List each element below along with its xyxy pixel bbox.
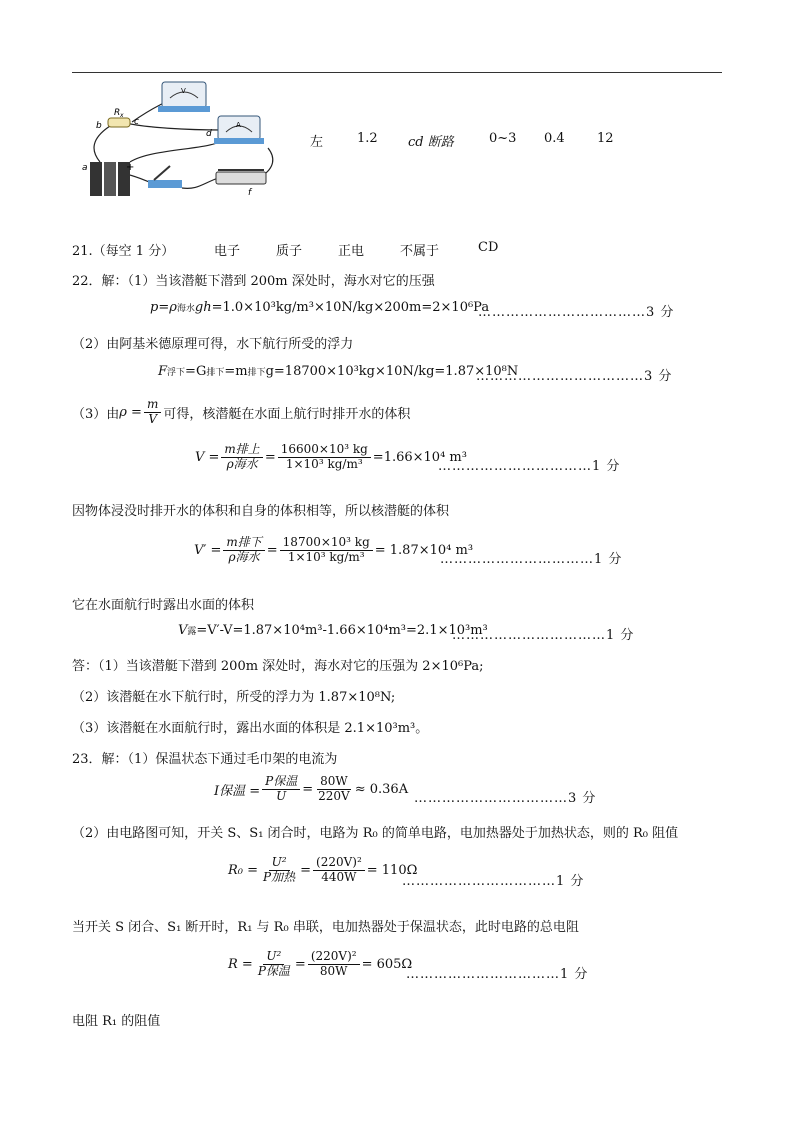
q23-eq1 — [214, 775, 408, 804]
q23-eq2-num1: U² — [269, 856, 290, 871]
q22-p3-rho: ρ = — [119, 404, 142, 420]
q22-eq1-rest: =1.0×10³kg/m³×10N/kg×200m=2×10⁶Pa — [211, 300, 490, 315]
q23-eq2-frac2 — [313, 856, 365, 885]
q23-p4: 电阻 R₁ 的阻值 — [72, 1014, 161, 1029]
circuit-diagram — [82, 78, 282, 200]
q22-ans1: 答：（1）当该潜艇下潜到 200m 深处时，海水对它的压强为 2×10⁶Pa; — [72, 659, 484, 674]
q23-eq2-dots: ……………………………1 分 — [402, 874, 585, 889]
switch-icon — [148, 166, 182, 188]
q22-eq3-num2: 16600×10³ kg — [278, 443, 371, 458]
q23-eq2 — [228, 856, 417, 885]
rheostat-icon — [216, 170, 266, 184]
q22-eq4-result: = 1.87×10⁴ m³ — [374, 542, 474, 558]
q22-eq2-eq1: =G — [185, 364, 207, 379]
q23-eq1-den2: 220V — [318, 788, 350, 803]
answer-6: 12 — [597, 131, 614, 146]
q22-eq1-p: p — [150, 300, 159, 315]
q22-eq1-rho: ρ — [169, 300, 177, 315]
q22-eq2 — [158, 364, 518, 379]
q23-eq3-num2: (220V)² — [308, 950, 360, 965]
q23-eq1-result: ≈ 0.36A — [354, 781, 409, 797]
q23-eq3-frac2 — [308, 950, 360, 979]
answer-1: 左 — [310, 135, 324, 150]
label-r-sub: x — [120, 112, 124, 119]
q22-eq5-lhs: V — [178, 623, 188, 638]
q23-eq1-num2: 80W — [317, 775, 351, 790]
label-c: c — [134, 117, 139, 127]
q22-eq1-eq: = — [158, 300, 170, 315]
q22-eq4-frac2 — [280, 536, 373, 565]
q23-eq1-frac1 — [262, 775, 300, 804]
q22-p3-den: V — [148, 411, 157, 426]
q22-eq3-dots: ……………………………1 分 — [438, 459, 621, 474]
q23-eq3-eqs: = — [294, 956, 306, 972]
q22-eq4-frac1 — [223, 536, 264, 565]
q23-eq3-frac1 — [255, 950, 293, 979]
label-plus: + — [126, 162, 135, 173]
q22-eq3-den1: ρ海水 — [226, 456, 258, 471]
q23-eq3-num1: U² — [263, 950, 284, 965]
q23-eq1-den1: U — [276, 788, 287, 803]
q22-p3-pre: （3）由 — [72, 406, 120, 422]
q23-p2: （2）由电路图可知，开关 S、S₁ 闭合时，电路为 R₀ 的简单电路，电加热器处于加热状态，则的 R₀ 阻值 — [72, 826, 679, 841]
label-a: a — [82, 163, 88, 173]
q21-answer-5: CD — [478, 240, 499, 255]
q23-eq2-eqs: = — [300, 862, 312, 878]
q22-p4: 因物体浸没时排开水的体积和自身的体积相等，所以核潜艇的体积 — [72, 504, 450, 519]
q22-eq5-rest: =V′-V=1.87×10⁴m³-1.66×10⁴m³=2.1×10³m³ — [196, 623, 488, 638]
q22-eq5-lhs-sub: 露 — [187, 627, 197, 637]
q22-eq3-eqs: = — [264, 449, 276, 465]
q23-eq2-den1: P加热 — [263, 869, 296, 884]
q23-eq3-den2: 80W — [319, 963, 348, 978]
q21-answer-1: 电子 — [214, 244, 241, 259]
label-f: f — [248, 188, 252, 198]
q22-eq5-dots: ……………………………1 分 — [452, 628, 635, 643]
q21-answer-4: 不属于 — [400, 244, 440, 259]
q22-eq4-num1: m排下 — [223, 536, 264, 551]
label-volt: V — [181, 87, 186, 95]
q21-answer-3: 正电 — [338, 244, 365, 259]
q23-eq1-num1: P保温 — [262, 775, 300, 790]
q22-ans2: （2）该潜艇在水下航行时，所受的浮力为 1.87×10⁸N; — [72, 690, 396, 705]
q22-p3 — [72, 398, 410, 427]
q22-eq3-den2: 1×10³ kg/m³ — [285, 456, 363, 471]
q23-eq2-lhs: R₀ = — [228, 862, 259, 878]
answer-4: 0~3 — [489, 131, 517, 146]
q22-p3-frac — [144, 398, 161, 427]
q22-eq1-dots: ………………………………3 分 — [478, 305, 675, 320]
q22-eq4-den1: ρ海水 — [228, 549, 260, 564]
q23-eq2-result: = 110Ω — [366, 862, 418, 878]
q22-head: 22．解：（1）当该潜艇下潜到 200m 深处时，海水对它的压强 — [72, 274, 435, 289]
q23-eq3-dots: ……………………………1 分 — [406, 967, 589, 982]
answer-5: 0.4 — [544, 131, 565, 146]
q22-eq4-den2: 1×10³ kg/m³ — [287, 549, 365, 564]
q22-eq4 — [194, 536, 473, 565]
q22-p2: （2）由阿基米德原理可得，水下航行所受的浮力 — [72, 337, 354, 352]
q22-eq3-frac2 — [278, 443, 371, 472]
q22-eq1-rho-sub: 海水 — [176, 304, 195, 314]
q22-p3-num: m — [144, 398, 161, 413]
answer-3: cd 断路 — [408, 135, 454, 150]
q22-eq2-F: F — [158, 364, 168, 379]
label-d: d — [206, 129, 212, 139]
q21-answer-2: 质子 — [276, 244, 303, 259]
q23-eq1-frac2 — [315, 775, 353, 804]
q22-eq2-F-sub: 浮下 — [167, 368, 186, 378]
q22-eq2-eq2: =m — [224, 364, 248, 379]
q22-eq3-frac1 — [221, 443, 262, 472]
q22-eq4-dots: ……………………………1 分 — [440, 552, 623, 567]
q23-eq2-num2: (220V)² — [313, 856, 365, 871]
q23-eq1-dots: ……………………………3 分 — [414, 791, 597, 806]
q23-eq3-den1: P保温 — [257, 963, 290, 978]
q22-eq3 — [195, 443, 467, 472]
q22-ans3: （3）该潜艇在水面航行时，露出水面的体积是 2.1×10³m³。 — [72, 721, 429, 736]
q22-eq3-result: =1.66×10⁴ m³ — [372, 449, 467, 465]
q22-p3-post: 可得，核潜艇在水面上航行时排开水的体积 — [163, 406, 411, 422]
answer-2: 1.2 — [357, 131, 378, 146]
header-rule — [72, 72, 722, 73]
q22-eq4-eqs: = — [266, 542, 278, 558]
q22-eq3-lhs: V = — [195, 449, 220, 465]
q22-eq2-G-sub: 排下 — [206, 368, 225, 378]
label-amp: A — [236, 121, 241, 129]
q22-eq4-num2: 18700×10³ kg — [280, 536, 373, 551]
q23-eq2-den2: 440W — [321, 869, 357, 884]
q22-eq1-gh: gh — [194, 300, 212, 315]
label-r: R — [114, 108, 121, 118]
q22-eq3-num1: m排上 — [221, 443, 262, 458]
q23-head: 23．解：（1）保温状态下通过毛巾架的电流为 — [72, 752, 338, 767]
q23-eq1-lhs: I保温 = — [214, 783, 261, 799]
q22-eq2-dots: ………………………………3 分 — [476, 369, 673, 384]
q23-eq3-result: = 605Ω — [361, 956, 413, 972]
q22-eq5 — [178, 623, 488, 638]
q22-eq1 — [150, 300, 489, 315]
q23-p3: 当开关 S 闭合、S₁ 断开时，R₁ 与 R₀ 串联，电加热器处于保温状态，此时电路的总电阻 — [72, 920, 579, 935]
q23-eq1-eqs: = — [302, 781, 314, 797]
q23-eq3 — [228, 950, 412, 979]
q22-eq2-rest: g=18700×10³kg×10N/kg=1.87×10⁸N — [265, 364, 519, 379]
label-b: b — [96, 121, 102, 131]
q23-eq2-frac1 — [260, 856, 298, 885]
q22-eq2-m-sub: 排下 — [247, 368, 266, 378]
q22-eq4-lhs: V′ = — [194, 542, 222, 558]
resistor-icon — [108, 118, 130, 127]
q22-p5: 它在水面航行时露出水面的体积 — [72, 598, 255, 613]
q21-number: 21.（每空 1 分） — [72, 244, 175, 259]
battery-icon — [90, 162, 130, 196]
q23-eq3-lhs: R = — [228, 956, 253, 972]
